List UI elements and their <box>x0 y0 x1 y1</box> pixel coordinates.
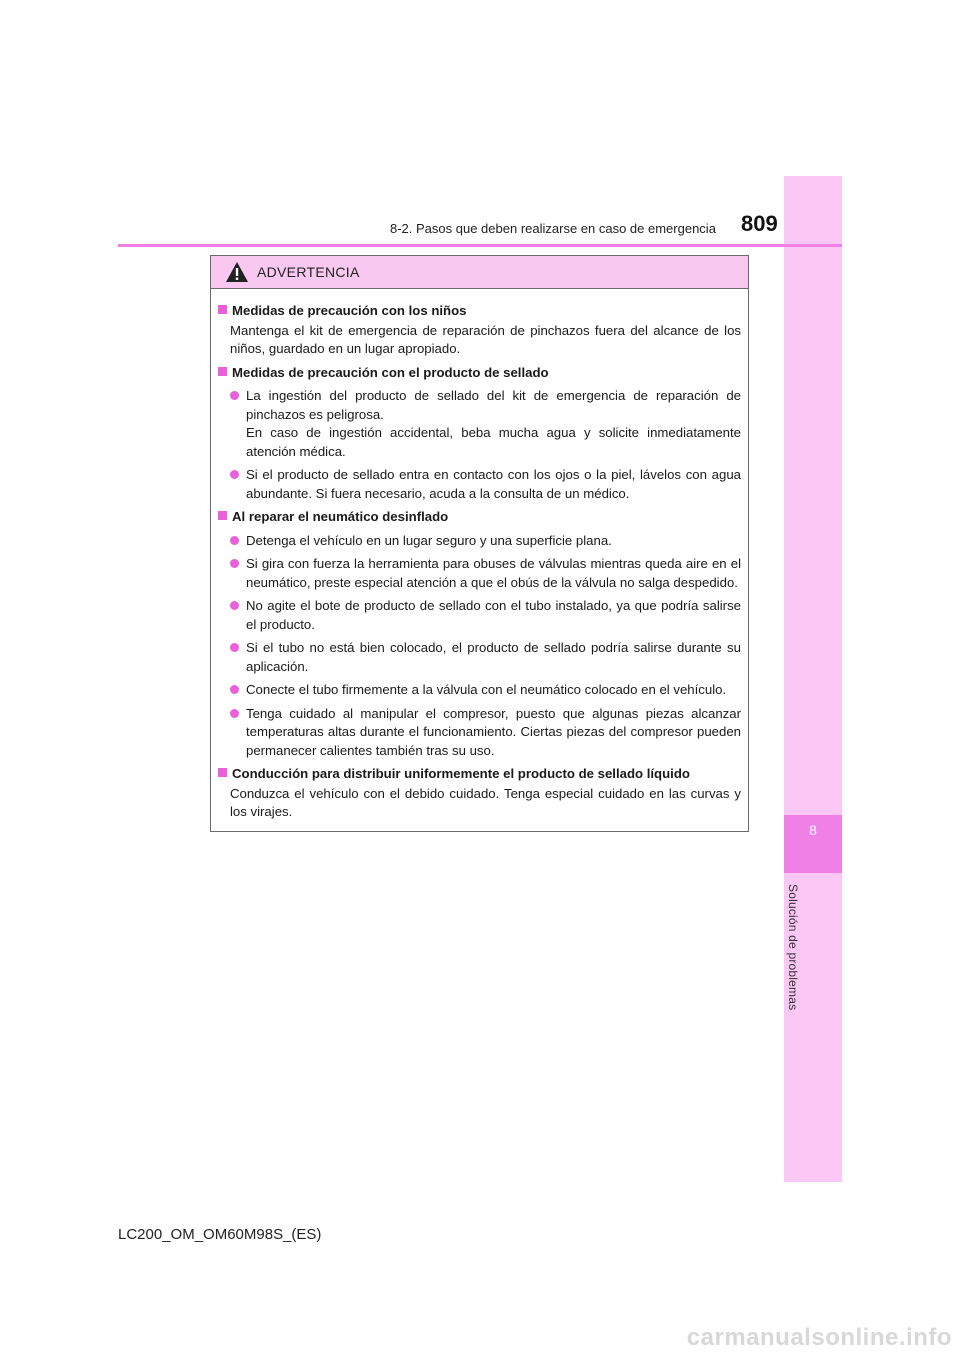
list-item-text: Si el producto de sellado entra en contacto con los ojos o la piel, lávelos con agua abundante. Si fuera necesario, acuda a la consulta de un médico. <box>246 467 741 501</box>
section-title: 8-2. Pasos que deben realizarse en caso de emergencia <box>390 221 716 236</box>
list-item-text: Tenga cuidado al manipular el compresor, puesto que algunas piezas alcanzar temperaturas altas durante el funcionamiento. Ciertas piezas del compresor pueden permanecer calientes también tras su uso. <box>246 705 741 758</box>
square-bullet-icon <box>218 768 227 777</box>
warning-title: ADVERTENCIA <box>257 264 360 280</box>
warning-header <box>211 256 748 289</box>
list-item-text: En caso de ingestión accidental, beba mucha agua y solicite inmediatamente atención médica. <box>246 425 741 459</box>
list-item <box>218 466 741 503</box>
warning-section <box>218 364 741 504</box>
warning-body <box>211 289 748 822</box>
list-item <box>218 532 741 551</box>
round-bullet-icon <box>230 709 239 718</box>
header-rule <box>118 244 842 247</box>
list-item <box>218 387 741 461</box>
section-heading: Medidas de precaución con los niños <box>232 303 467 318</box>
list-item <box>218 681 741 700</box>
list-item-text: Detenga el vehículo en un lugar seguro y una superficie plana. <box>246 532 612 548</box>
list-item-text: Conecte el tubo firmemente a la válvula con el neumático colocado en el vehículo. <box>246 682 727 697</box>
list-item <box>218 705 741 761</box>
section-heading: Medidas de precaución con el producto de sellado <box>232 364 549 380</box>
square-bullet-icon <box>218 511 227 520</box>
warning-triangle-icon <box>225 261 249 283</box>
side-strip <box>784 176 842 1182</box>
round-bullet-icon <box>230 601 239 610</box>
list-item <box>218 639 741 676</box>
list-item <box>218 597 741 634</box>
square-bullet-icon <box>218 305 227 314</box>
document-code: LC200_OM_OM60M98S_(ES) <box>118 1226 322 1243</box>
list-item-text: Si gira con fuerza la herramienta para obuses de válvulas mientras queda aire en el neumático, preste especial atención a que el obús de la válvula no salga despedido. <box>246 556 741 590</box>
round-bullet-icon <box>230 470 239 479</box>
watermark: carmanualsonline.info <box>686 1324 952 1351</box>
section-heading: Al reparar el neumático desinflado <box>232 509 449 524</box>
warning-section <box>218 765 741 822</box>
round-bullet-icon <box>230 685 239 694</box>
round-bullet-icon <box>230 391 239 400</box>
section-text: Mantenga el kit de emergencia de reparación de pinchazos fuera del alcance de los niños, guardado en un lugar apropiado. <box>230 322 741 356</box>
round-bullet-icon <box>230 536 239 545</box>
chapter-title: Solución de problemas <box>786 884 800 1011</box>
section-heading: Conducción para distribuir uniformemente el producto de sellado líquido <box>232 766 690 781</box>
round-bullet-icon <box>230 559 239 568</box>
list-item-text: Si el tubo no está bien colocado, el producto de sellado podría salirse durante su aplicación. <box>246 640 741 674</box>
warning-section <box>218 302 741 359</box>
round-bullet-icon <box>230 643 239 652</box>
warning-section <box>218 508 741 760</box>
section-text: Conduzca el vehículo con el debido cuidado. Tenga especial cuidado en las curvas y los virajes. <box>230 785 741 819</box>
page-number: 809 <box>741 211 778 236</box>
warning-box <box>210 255 749 832</box>
chapter-number: 8 <box>809 822 817 838</box>
square-bullet-icon <box>218 367 227 376</box>
list-item-text: No agite el bote de producto de sellado con el tubo instalado, ya que podría salirse el producto. <box>246 598 741 632</box>
list-item <box>218 555 741 592</box>
list-item-text: La ingestión del producto de sellado del kit de emergencia de reparación de pinchazos es peligrosa. <box>246 388 741 422</box>
